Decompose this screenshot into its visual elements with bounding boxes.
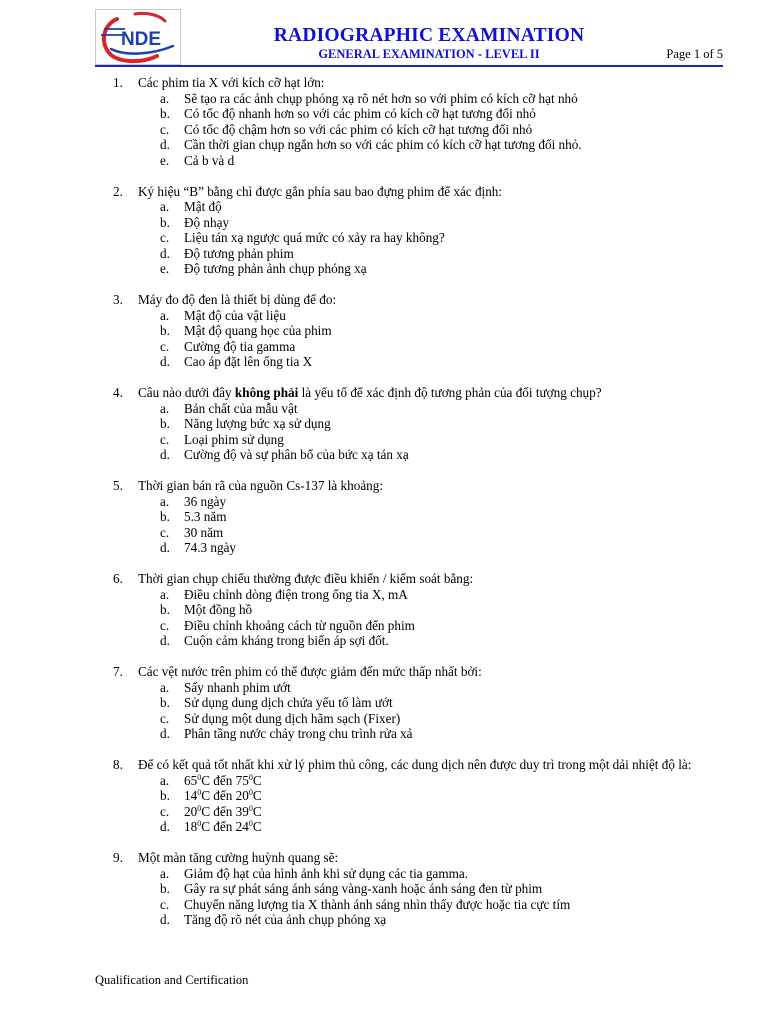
option-letter: c. <box>160 710 170 726</box>
option-text: Có tốc độ nhanh hơn so với các phim có kích cỡ hạt tương đối nhỏ <box>184 106 536 121</box>
option-text: 36 ngày <box>184 493 227 509</box>
option-letter: a. <box>160 679 170 695</box>
option-text-part: C đến 20 <box>201 788 249 803</box>
page-number: Page 1 of 5 <box>666 47 723 61</box>
question-stem <box>113 571 728 587</box>
option-text: Cường độ tia gamma <box>184 338 296 354</box>
option-text <box>184 804 262 820</box>
option-text-part: C đến 75 <box>201 772 249 788</box>
degree-mark: 0 <box>197 788 202 797</box>
option-letter: b. <box>160 509 170 524</box>
answer-options <box>113 308 728 370</box>
question-3 <box>113 292 728 370</box>
degree-mark: 0 <box>248 788 253 797</box>
option-letter: d. <box>160 245 170 261</box>
option-letter: b. <box>160 602 170 617</box>
question-text: Các vệt nước trên phim có thể được giảm đến mức thấp nhất bởi: <box>138 664 482 679</box>
question-text: Ký hiệu “B” bằng chì được gắn phía sau bao đựng phim để xác định: <box>138 183 503 199</box>
answer-option <box>113 246 728 262</box>
question-6 <box>113 571 728 649</box>
answer-option <box>113 199 728 215</box>
option-letter: a. <box>160 90 170 106</box>
question-stem <box>113 757 728 773</box>
subtitle-text: GENERAL EXAMINATION <box>318 47 475 61</box>
option-text <box>184 788 262 804</box>
option-text: Có tốc độ chậm hơn so với các phim có kích cỡ hạt tương đối nhỏ <box>184 121 533 137</box>
question-number: 2. <box>113 183 123 199</box>
answer-option <box>113 230 728 246</box>
answer-option <box>113 618 728 634</box>
option-text: Năng lượng bức xạ sử dụng <box>184 416 331 431</box>
answer-option <box>113 633 728 649</box>
question-number: 7. <box>113 664 123 679</box>
question-text: Thời gian chụp chiếu thường được điều khiển / kiểm soát bằng: <box>138 571 474 586</box>
question-text-emphasis: không phải <box>234 385 299 400</box>
option-letter: c. <box>160 524 170 540</box>
option-letter: d. <box>160 137 170 152</box>
question-4 <box>113 385 728 463</box>
option-text: 74.3 ngày <box>184 540 237 555</box>
answer-options <box>113 680 728 742</box>
option-text: 30 năm <box>184 524 224 540</box>
answer-options <box>113 91 728 169</box>
option-text: Chuyển năng lượng tia X thành ánh sáng nhìn thấy được hoặc tia cực tím <box>184 896 571 912</box>
option-text-part: C đến 39 <box>201 803 249 819</box>
option-letter: a. <box>160 400 170 416</box>
option-text-part: 14 <box>184 788 198 803</box>
answer-option <box>113 680 728 696</box>
option-letter: b. <box>160 323 170 338</box>
answer-option <box>113 354 728 370</box>
question-7 <box>113 664 728 742</box>
option-letter: e. <box>160 152 170 168</box>
question-text: Để có kết quả tốt nhất khi xử lý phim thủ công, các dung dịch nên được duy trì trong một dải nhiệt độ là: <box>138 757 692 772</box>
option-text: Độ nhạy <box>184 214 230 230</box>
answer-option <box>113 447 728 463</box>
option-text: Cuộn cảm kháng trong biến áp sợi đốt. <box>184 633 389 648</box>
question-stem <box>113 664 728 680</box>
option-letter: b. <box>160 788 170 803</box>
question-text-part: là yếu tố để xác định độ tương phản của đối tượng chụp? <box>298 385 602 400</box>
option-text: Cường độ và sự phân bố của bức xạ tán xạ <box>184 447 409 462</box>
option-text: Gây ra sự phát sáng ánh sáng vàng-xanh hoặc ánh sáng đen từ phim <box>184 881 543 896</box>
answer-option <box>113 819 728 835</box>
answer-options <box>113 773 728 835</box>
question-number: 5. <box>113 478 123 493</box>
option-letter: b. <box>160 416 170 431</box>
option-text: 5.3 năm <box>184 509 227 524</box>
question-stem <box>113 385 728 401</box>
question-list <box>113 75 728 943</box>
option-letter: d. <box>160 447 170 462</box>
option-letter: b. <box>160 695 170 710</box>
question-stem <box>113 292 728 308</box>
option-letter: c. <box>160 896 170 912</box>
degree-mark: 0 <box>197 772 202 782</box>
option-letter: e. <box>160 261 170 276</box>
answer-options <box>113 494 728 556</box>
question-number: 4. <box>113 385 123 400</box>
option-text: Tăng độ rõ nét của ảnh chụp phóng xạ <box>184 912 387 927</box>
option-text-part: 20 <box>184 803 198 819</box>
answer-option <box>113 432 728 448</box>
answer-option <box>113 726 728 742</box>
option-text: Sử dụng dung dịch chứa yếu tố làm ướt <box>184 695 393 710</box>
option-text: Mật độ quang học của phim <box>184 323 332 338</box>
subtitle-separator: - <box>474 47 486 61</box>
option-letter: a. <box>160 586 170 602</box>
answer-options <box>113 587 728 649</box>
exam-title: RADIOGRAPHIC EXAMINATION <box>273 25 585 46</box>
answer-option <box>113 773 728 789</box>
answer-option <box>113 587 728 603</box>
option-letter: b. <box>160 881 170 896</box>
answer-option <box>113 540 728 556</box>
answer-option <box>113 525 728 541</box>
option-letter: b. <box>160 106 170 121</box>
option-text: Mật độ của vật liệu <box>184 307 286 323</box>
option-text <box>184 819 262 835</box>
answer-option <box>113 695 728 711</box>
question-text: Thời gian bán rã của nguồn Cs-137 là khoảng: <box>138 478 384 493</box>
question-9 <box>113 850 728 928</box>
answer-option <box>113 788 728 804</box>
question-2 <box>113 184 728 277</box>
degree-mark: 0 <box>248 772 253 782</box>
option-text: Bản chất của mẫu vật <box>184 400 298 416</box>
answer-option <box>113 122 728 138</box>
option-letter: b. <box>160 214 170 230</box>
answer-option <box>113 215 728 231</box>
answer-option <box>113 509 728 525</box>
degree-mark: 0 <box>197 819 202 828</box>
option-text: Cần thời gian chụp ngắn hơn so với các phim có kích cỡ hạt tương đối nhỏ. <box>184 137 582 152</box>
option-text-part: C đến 24 <box>201 819 249 834</box>
option-letter: c. <box>160 803 170 819</box>
answer-option <box>113 711 728 727</box>
option-letter: d. <box>160 819 170 834</box>
exam-subtitle <box>235 47 623 62</box>
answer-option <box>113 106 728 122</box>
page-header <box>95 9 723 69</box>
option-letter: c. <box>160 431 170 447</box>
answer-option <box>113 339 728 355</box>
option-text: Loại phim sử dụng <box>184 431 284 447</box>
question-5 <box>113 478 728 556</box>
question-number: 9. <box>113 850 123 865</box>
option-text-part: C <box>252 819 262 834</box>
question-number: 8. <box>113 757 123 772</box>
option-text <box>184 773 262 789</box>
option-letter: c. <box>160 617 170 633</box>
answer-options <box>113 199 728 277</box>
answer-option <box>113 897 728 913</box>
option-letter: d. <box>160 633 170 648</box>
question-1 <box>113 75 728 168</box>
option-text: Cả b và d <box>184 152 235 168</box>
answer-option <box>113 261 728 277</box>
answer-option <box>113 323 728 339</box>
answer-option <box>113 137 728 153</box>
question-text: Các phim tia X với kích cỡ hạt lớn: <box>138 75 325 90</box>
option-text-part: C <box>252 788 262 803</box>
option-text: Cao áp đặt lên ống tia X <box>184 354 313 369</box>
question-number: 1. <box>113 75 123 90</box>
option-letter: a. <box>160 307 170 323</box>
question-stem <box>113 478 728 494</box>
answer-option <box>113 804 728 820</box>
option-letter: c. <box>160 121 170 137</box>
degree-mark: 0 <box>248 803 253 813</box>
exam-level: LEVEL II <box>485 47 540 61</box>
page-footer: Qualification and Certification <box>95 973 249 987</box>
question-text <box>138 385 728 401</box>
option-text: Sấy nhanh phim ướt <box>184 679 291 695</box>
logo-text: NDE <box>120 29 162 50</box>
option-letter: a. <box>160 865 170 881</box>
answer-option <box>113 153 728 169</box>
option-text: Liệu tán xạ ngược quá mức có xảy ra hay không? <box>184 230 445 245</box>
option-text: Độ tương phản phim <box>184 245 294 261</box>
answer-option <box>113 308 728 324</box>
answer-option <box>113 602 728 618</box>
option-letter: d. <box>160 912 170 927</box>
option-text: Sẽ tạo ra các ảnh chụp phóng xạ rõ nét hơn so với phim có kích cỡ hạt nhỏ <box>184 90 578 106</box>
degree-mark: 0 <box>248 819 253 828</box>
option-text-part: 65 <box>184 772 198 788</box>
answer-option <box>113 416 728 432</box>
option-letter: c. <box>160 230 170 245</box>
answer-options <box>113 866 728 928</box>
answer-option <box>113 494 728 510</box>
question-stem <box>113 184 728 200</box>
option-text: Mật độ <box>184 199 222 214</box>
header-divider <box>95 65 723 67</box>
option-letter: a. <box>160 199 170 214</box>
option-text: Điều chỉnh dòng điện trong ống tia X, mA <box>184 586 408 602</box>
option-text: Điều chỉnh khoảng cách từ nguồn đến phim <box>184 617 415 633</box>
answer-option <box>113 401 728 417</box>
question-text: Máy đo độ đen là thiết bị dùng để đo: <box>138 292 337 307</box>
option-text: Một đồng hồ <box>184 602 253 617</box>
question-number: 6. <box>113 571 123 586</box>
degree-mark: 0 <box>197 803 202 813</box>
answer-option <box>113 912 728 928</box>
option-text-part: 18 <box>184 819 198 834</box>
option-text: Phân tầng nước chảy trong chu trình rửa xả <box>184 726 413 741</box>
option-letter: d. <box>160 540 170 555</box>
question-stem <box>113 75 728 91</box>
answer-option <box>113 91 728 107</box>
option-text: Giảm độ hạt của hình ảnh khi sử dụng các tia gamma. <box>184 865 469 881</box>
option-letter: d. <box>160 726 170 741</box>
option-letter: a. <box>160 772 170 788</box>
option-text: Độ tương phản ảnh chụp phóng xạ <box>184 261 367 276</box>
option-text-part: C <box>252 772 262 788</box>
answer-option <box>113 881 728 897</box>
question-8 <box>113 757 728 835</box>
question-text-part: Câu nào dưới đây <box>138 385 235 400</box>
option-letter: c. <box>160 338 170 354</box>
answer-option <box>113 866 728 882</box>
option-letter: a. <box>160 493 170 509</box>
option-text-part: C <box>252 803 262 819</box>
option-letter: d. <box>160 354 170 369</box>
answer-options <box>113 401 728 463</box>
nde-logo <box>95 9 181 65</box>
question-number: 3. <box>113 292 123 307</box>
question-stem <box>113 850 728 866</box>
question-text: Một màn tăng cường huỳnh quang sẽ: <box>138 850 339 865</box>
option-text: Sử dụng một dung dịch hãm sạch (Fixer) <box>184 710 401 726</box>
